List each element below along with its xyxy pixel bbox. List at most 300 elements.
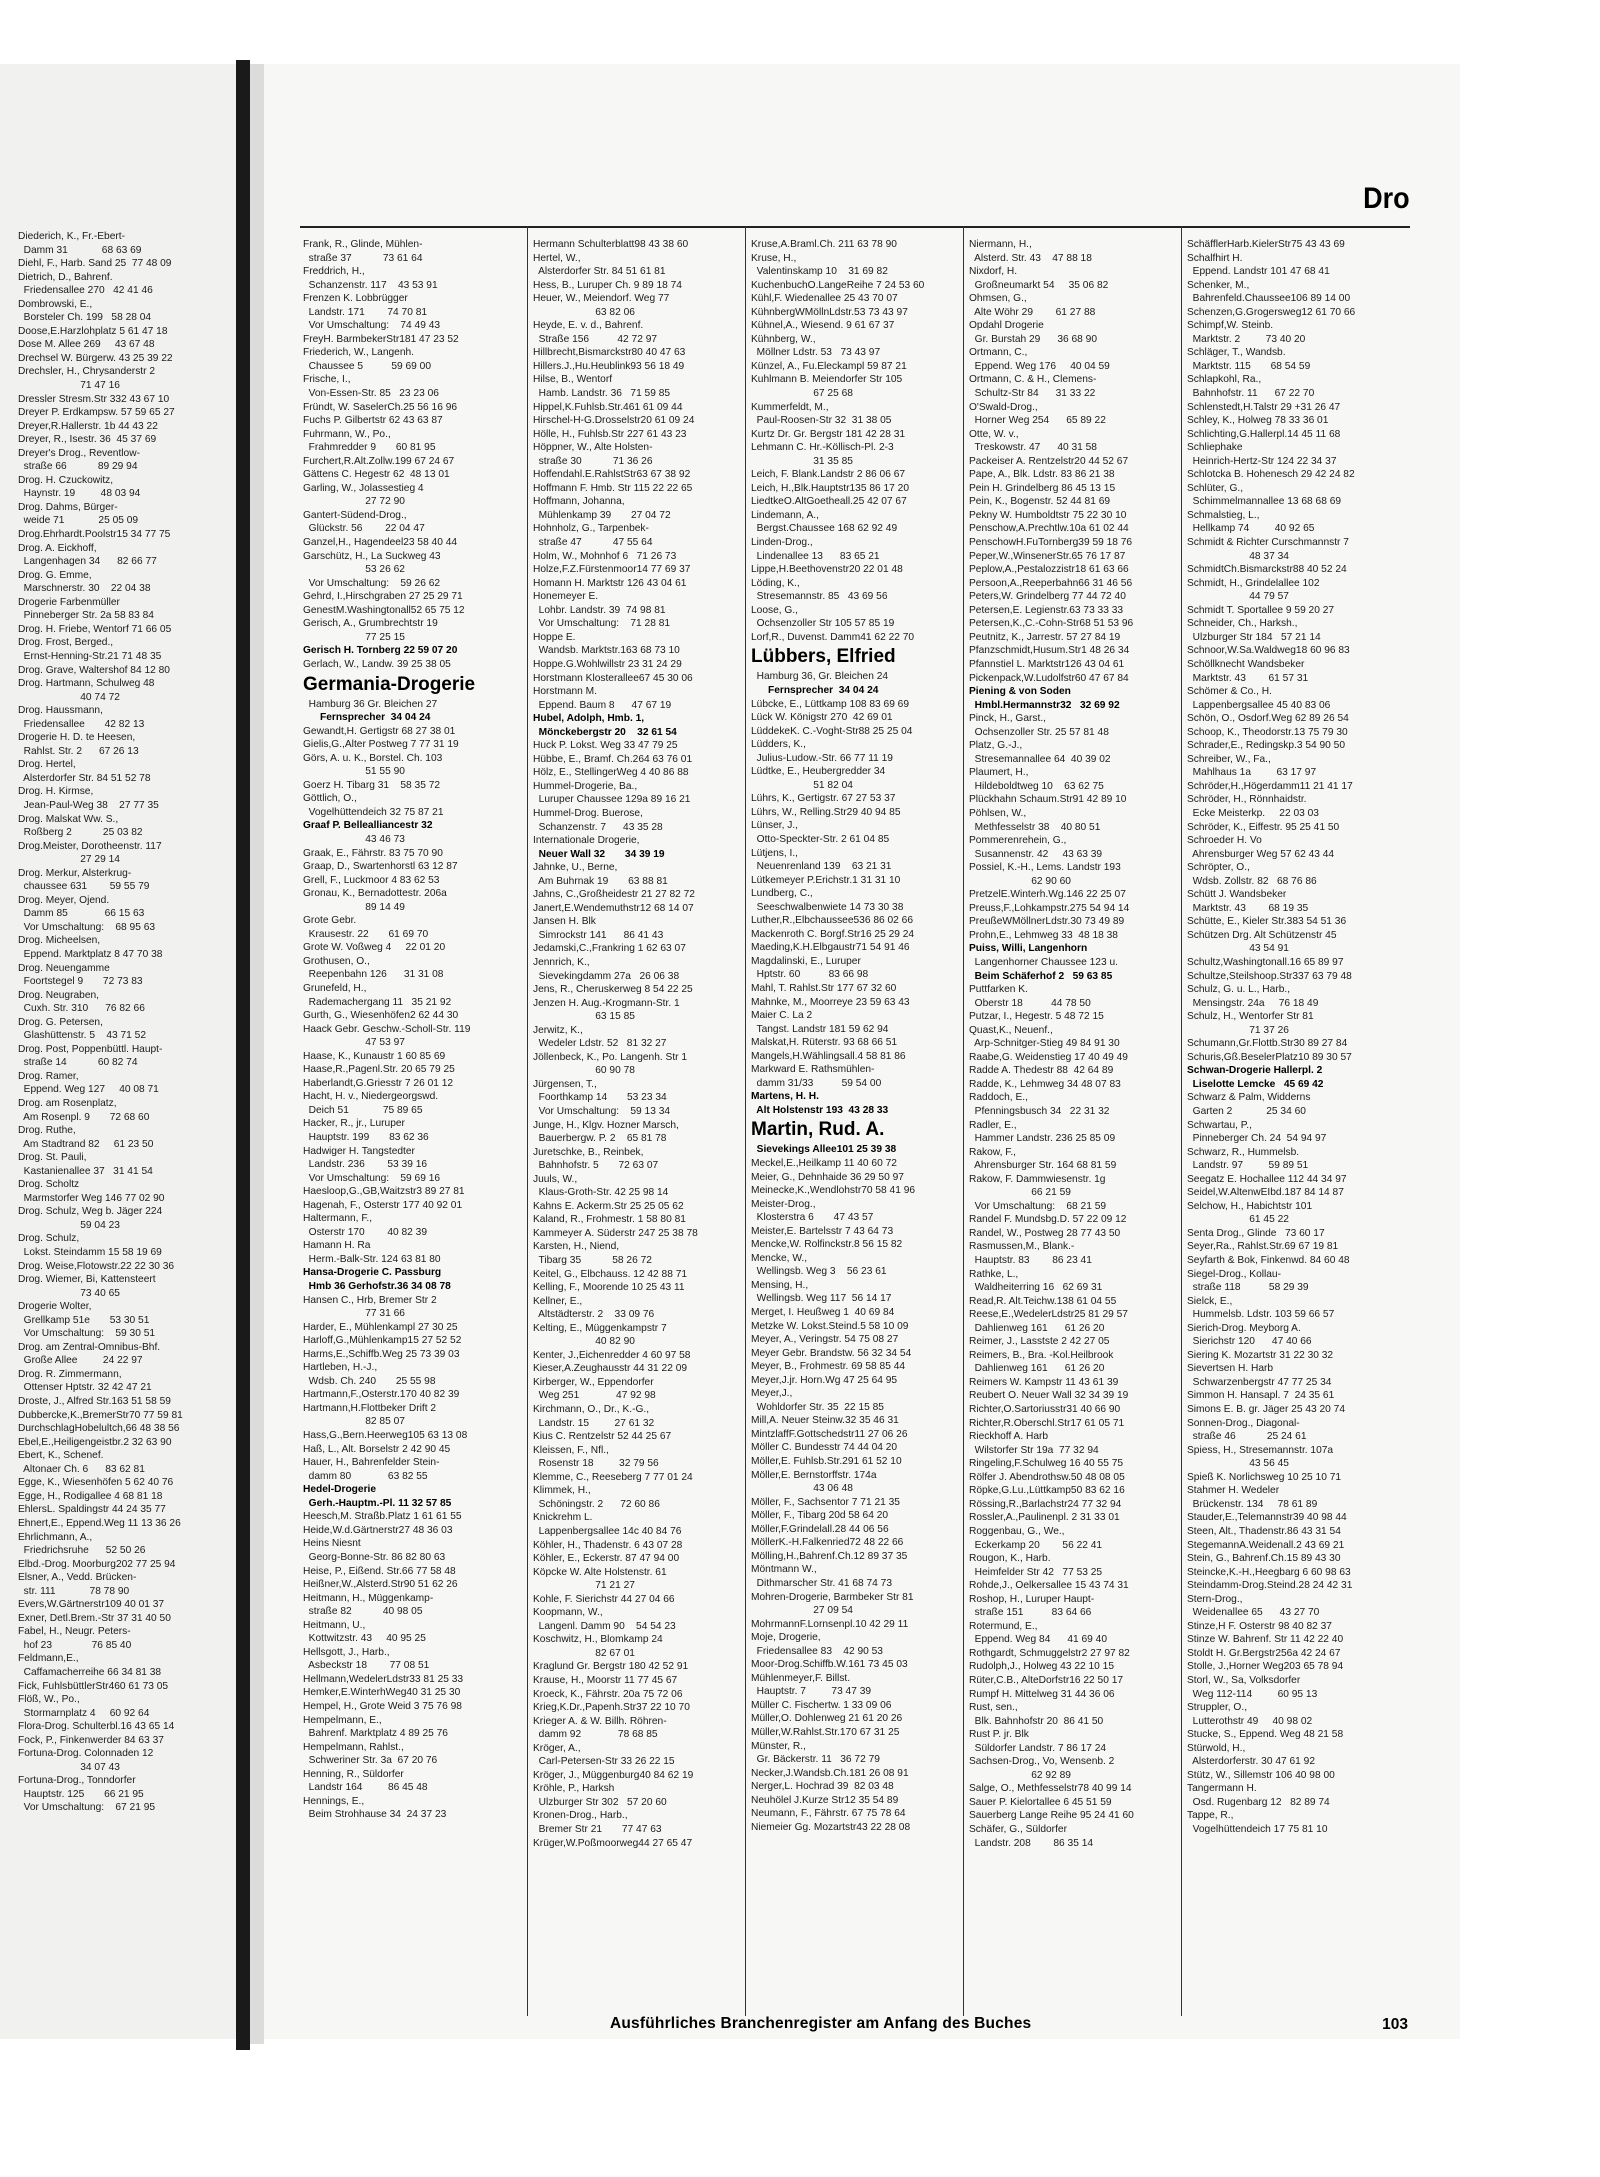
directory-entry: Meyer Gebr. Brandstw. 56 32 34 54 [751, 1347, 912, 1359]
directory-entry: Hildeboldtweg 10 63 62 75 [969, 780, 1104, 792]
directory-entry: Köhler, H., Thadenstr. 6 43 07 28 [533, 1539, 683, 1551]
directory-entry: Hedel-Drogerie [303, 1484, 377, 1496]
directory-entry: Sauer P. Kielortallee 6 45 51 59 [969, 1796, 1112, 1808]
directory-entry: Röpke,G.Lu.,Lüttkamp50 83 62 16 [969, 1485, 1125, 1497]
directory-entry: Ochsenzoller Str. 25 57 81 48 [969, 726, 1109, 738]
directory-entry: Ortmann, C., [969, 347, 1028, 359]
directory-entry: Grothusen, O., [303, 955, 370, 967]
directory-entry: Gewandt,H. Gertigstr 68 27 38 01 [303, 725, 456, 737]
directory-entry: Fuchs P. Gilbertstr 62 43 63 87 [303, 415, 443, 427]
directory-entry: Schmidt T. Sportallee 9 59 20 27 [1187, 604, 1335, 616]
directory-entry: Möller,F.Grindelall.28 44 06 56 [751, 1523, 889, 1535]
directory-entry: Schlapkohl, Ra., [1187, 374, 1262, 386]
directory-entry: Grote Gebr. [303, 915, 357, 927]
directory-entry: damm 31/33 59 54 00 [751, 1077, 882, 1089]
directory-entry: Mill,A. Neuer Steinw.32 35 46 31 [751, 1415, 899, 1427]
directory-entry: Seegatz E. Hochallee 112 44 34 97 [1187, 1173, 1347, 1185]
directory-entry: Radler, E., [969, 1119, 1017, 1131]
directory-entry: Hauptstr. 199 83 62 36 [303, 1132, 429, 1143]
directory-entry: Meyer,J.jr. Horn.Wg 47 25 64 95 [751, 1374, 898, 1386]
directory-entry: Höppner, W., Alte Holsten- [533, 442, 653, 454]
directory-entry: Diederich, K., Fr.-Ebert- [18, 231, 125, 242]
directory-entry: Lück W. Königstr 270 42 69 01 [751, 712, 893, 724]
directory-entry: Kurtz Dr. Gr. Bergstr 181 42 28 31 [751, 428, 906, 440]
header-rule [300, 226, 1410, 228]
directory-entry: Hacker, R., jr., Luruper [303, 1118, 405, 1130]
directory-entry: Schwan-Drogerie Hallerpl. 2 [1187, 1065, 1323, 1077]
directory-entry: Steincke,K.-H.,Heegbarg 6 60 98 63 [1187, 1566, 1351, 1578]
directory-entry: Drog. Ramer, [18, 1070, 79, 1082]
directory-entry: Herm.-Balk-Str. 124 63 81 80 [303, 1253, 441, 1265]
directory-entry: Stresemannstr. 85 43 69 56 [751, 591, 888, 603]
directory-entry: Rohde,J., Oelkersallee 15 43 74 31 [969, 1580, 1129, 1592]
directory-entry: Caffamacherreihe 66 34 81 38 [18, 1666, 162, 1678]
directory-entry: Drog. H. Friebe, Wentorf 71 66 05 [18, 623, 172, 635]
directory-entry: Hippel,K.Fuhlsb.Str.461 61 09 44 [533, 401, 683, 413]
directory-entry: Kühl,F. Wiedenallee 25 43 70 07 [751, 293, 898, 305]
directory-entry: Gerlach, W., Landw. 39 25 38 05 [303, 658, 451, 670]
directory-entry: damm 92 78 68 85 [533, 1729, 658, 1741]
directory-entry: Martens, H. H. [751, 1091, 819, 1103]
directory-entry: Münster, R., [751, 1740, 806, 1752]
directory-entry: Gronau, K., Bernadottestr. 206a [303, 888, 447, 900]
directory-entry: Haltermann, F., [303, 1213, 373, 1225]
directory-entry: Hempelmann, Rahlst., [303, 1741, 404, 1753]
directory-entry: 43 06 48 [751, 1483, 853, 1495]
directory-entry: Kroeck, K., Fährstr. 20a 75 72 06 [533, 1688, 683, 1700]
directory-entry: Damm 31 68 63 69 [18, 244, 142, 256]
directory-entry: Lundberg, C., [751, 888, 813, 900]
directory-entry: Kohle, F. Sierichstr 44 27 04 66 [533, 1593, 675, 1605]
directory-entry: Haase,R.,Pagenl.Str. 20 65 79 25 [303, 1064, 455, 1076]
directory-entry: Reimers, B., Bra. -Kol.Heilbrook [969, 1349, 1114, 1361]
directory-entry: Seyer,Ra., Rahlst.Str.69 67 19 81 [1187, 1241, 1339, 1253]
directory-entry: Furchert,R.Alt.Zollw.199 67 24 67 [303, 455, 455, 467]
directory-entry: Kummerfeldt, M., [751, 401, 829, 413]
directory-entry: Altonaer Ch. 6 83 62 81 [18, 1463, 145, 1475]
directory-entry: Mangels,H.Wählingsall.4 58 81 86 [751, 1050, 906, 1062]
directory-entry: Stucke, S., Eppend. Weg 48 21 58 [1187, 1729, 1344, 1741]
directory-entry: Friedensallee 42 82 13 [18, 718, 145, 730]
directory-entry: Klemme, C., Reeseberg 7 77 01 24 [533, 1471, 693, 1483]
directory-entry: Hauptstr. 83 86 23 41 [969, 1255, 1092, 1267]
directory-entry: Kröger, J., Müggenburg40 84 62 19 [533, 1769, 694, 1781]
directory-entry: 63 15 85 [533, 1011, 635, 1023]
directory-entry: Schimpf,W. Steinb. [1187, 320, 1274, 332]
directory-entry: Drog. Micheelsen, [18, 935, 101, 947]
directory-entry: Schneider, Ch., Harksh., [1187, 618, 1298, 630]
directory-entry: Mölling,H.,Bahrenf.Ch.12 89 37 35 [751, 1550, 908, 1562]
directory-entry: Fuhrmann, W., Po., [303, 428, 391, 440]
directory-entry: Schöllknecht Wandsbeker [1187, 658, 1305, 670]
directory-entry: Dreyer, R., Isestr. 36 45 37 69 [18, 434, 157, 446]
directory-entry: Ringeling,F.Schulweg 16 40 55 75 [969, 1458, 1124, 1470]
directory-entry: Mahnke, M., Moorreye 23 59 63 43 [751, 996, 910, 1008]
directory-entry: 82 67 01 [533, 1647, 635, 1659]
directory-entry: Osd. Rugenbarg 12 82 89 74 [1187, 1796, 1330, 1808]
directory-entry: Drogerie Wolter, [18, 1301, 92, 1313]
directory-entry: Drogerie Farbenmüller [18, 596, 120, 608]
directory-entry: Lührs, W., Relling.Str29 40 94 85 [751, 806, 901, 818]
directory-entry: Möller,E. Fuhlsb.Str.291 61 52 10 [751, 1456, 902, 1468]
directory-entry: SchmidtCh.Bismarckstr88 40 52 24 [1187, 564, 1347, 576]
directory-entry: Holm, W., Mohnhof 6 71 26 73 [533, 550, 677, 562]
directory-entry: Senta Drog., Glinde 73 60 17 [1187, 1227, 1325, 1239]
directory-entry: 43 56 45 [1187, 1458, 1289, 1470]
directory-entry: Pekny W. Humboldtstr 75 22 30 10 [969, 509, 1127, 521]
directory-entry: Göttlich, O., [303, 793, 357, 805]
directory-entry: Selchow, H., Habichtstr 101 [1187, 1200, 1313, 1212]
directory-entry: Hagenah, F., Osterstr 177 40 92 01 [303, 1199, 463, 1211]
directory-entry: Kuhlmann B. Meiendorfer Str 105 [751, 374, 903, 386]
directory-entry: Drog. Hertel, [18, 759, 76, 771]
directory-entry: Schweriner Str. 3a 67 20 76 [303, 1755, 438, 1767]
directory-entry: Tangermann H. [1187, 1783, 1257, 1795]
directory-entry: Klimmek, H., [533, 1485, 591, 1497]
directory-entry: Marktstr. 43 61 57 31 [1187, 672, 1309, 684]
directory-entry: Kelling, F., Moorende 10 25 43 11 [533, 1282, 685, 1294]
directory-entry: Schultze,Steilshoop.Str337 63 79 48 [1187, 970, 1352, 982]
directory-entry: Ernst-Henning-Str.21 71 48 35 [18, 650, 162, 662]
directory-entry: Persoon,A.,Reeperbahn66 31 46 56 [969, 577, 1133, 589]
directory-entry: 61 45 22 [1187, 1214, 1289, 1226]
directory-entry: Sievekingdamm 27a 26 06 38 [533, 970, 680, 982]
directory-entry: Schwarz & Palm, Widderns [1187, 1092, 1311, 1104]
directory-entry: Kruse, H., [751, 252, 797, 264]
directory-entry: Drog. Neugraben, [18, 989, 99, 1001]
directory-entry: Schütt J. Wandsbeker [1187, 889, 1287, 901]
directory-entry: PretzelE.Winterh.Wg.146 22 25 07 [969, 889, 1126, 901]
directory-entry: Petersen,K.,C.-Cohn-Str68 51 53 96 [969, 618, 1134, 630]
directory-entry: Otte, W. v., [969, 428, 1019, 440]
directory-entry: Großneumarkt 54 35 06 82 [969, 279, 1109, 291]
directory-entry: Drog. Neuengamme [18, 962, 110, 974]
directory-entry: Schützen Drg. Alt Schützenstr 45 [1187, 929, 1337, 941]
directory-entry: KühnbergWMöllnLdstr.53 73 43 97 [751, 306, 908, 318]
directory-entry: Weg 251 47 92 98 [533, 1390, 656, 1402]
directory-entry: 67 25 68 [751, 388, 853, 400]
directory-entry: Prohn,E., Lehmweg 33 48 18 38 [969, 929, 1118, 941]
directory-entry: Evers,W.Gärtnerstr109 40 01 37 [18, 1599, 165, 1611]
directory-entry: Plückhahn Schaum.Str91 42 89 10 [969, 794, 1127, 806]
directory-entry: Sachsen-Drog., Vo, Wensenb. 2 [969, 1756, 1115, 1768]
directory-entry: Stern-Drog., [1187, 1593, 1243, 1605]
directory-entry: Stütz, W., Sillemstr 106 40 98 00 [1187, 1769, 1335, 1781]
directory-entry: Fock, P., Finkenwerder 84 63 37 [18, 1734, 164, 1746]
directory-entry: Schley, K., Holweg 78 33 36 01 [1187, 415, 1329, 427]
directory-entry: Spiess, H., Stresemannstr. 107a [1187, 1444, 1334, 1456]
directory-entry: Possiel, K.-H., Lems. Landstr 193 [969, 862, 1121, 874]
directory-entry: Schläger, T., Wandsb. [1187, 347, 1286, 359]
directory-entry: Peper,W.,WinsenerStr.65 76 17 87 [969, 550, 1126, 562]
directory-entry: Platz, G.-J., [969, 740, 1023, 752]
directory-entry: Leich, H.,Blk.Hauptstr135 86 17 20 [751, 482, 910, 494]
directory-entry: Lindemann, A., [751, 509, 819, 521]
directory-entry: Drog. Hartmann, Schulweg 48 [18, 678, 155, 690]
directory-entry: Große Allee 24 22 97 [18, 1355, 143, 1367]
directory-column-4 [969, 238, 1177, 1850]
directory-entry: Hellkamp 74 40 92 65 [1187, 523, 1315, 535]
directory-entry: Weg 112-114 60 95 13 [1187, 1688, 1318, 1700]
directory-entry: Kühnel,A., Wiesend. 9 61 67 37 [751, 320, 895, 332]
directory-entry: Klosterstra 6 47 43 57 [751, 1212, 874, 1224]
directory-entry: Mensingstr. 24a 76 18 49 [1187, 997, 1319, 1009]
directory-entry: Treskowstr. 47 40 31 58 [969, 442, 1097, 454]
directory-entry: Hohnholz, G., Tarpenbek- [533, 523, 649, 535]
directory-entry: 27 29 14 [18, 854, 120, 866]
directory-entry: Ehnert,E., Eppend.Weg 11 13 36 26 [18, 1517, 181, 1529]
directory-entry: 40 82 90 [533, 1336, 635, 1348]
directory-entry: Loose, G., [751, 604, 799, 616]
directory-entry: Hubel, Adolph, Hmb. 1, [533, 713, 645, 725]
directory-entry: Moje, Drogerie, [751, 1632, 821, 1644]
directory-entry: Beim Schäferhof 2 59 63 85 [969, 970, 1113, 982]
directory-entry: Kirberger, W., Eppendorfer [533, 1376, 654, 1388]
directory-entry: Grunefeld, H., [303, 982, 367, 994]
directory-entry: Eppend. Weg 127 40 08 71 [18, 1084, 159, 1096]
directory-entry: Müller C. Fischertw. 1 33 09 06 [751, 1699, 892, 1711]
directory-entry: Landstr. 15 27 61 32 [533, 1417, 655, 1429]
directory-entry: Schanzenstr. 7 43 35 28 [533, 821, 663, 833]
directory-entry: Mohren-Drogerie, Barmbeker Str 81 [751, 1591, 914, 1603]
directory-entry: Alt Holstenstr 193 43 28 33 [751, 1104, 889, 1116]
directory-entry: Meyer,J., [751, 1388, 793, 1400]
directory-entry: straße 14 60 82 74 [18, 1057, 138, 1069]
directory-entry: Heinrich-Hertz-Str 124 22 34 37 [1187, 455, 1337, 467]
directory-entry: 51 55 90 [303, 766, 405, 778]
directory-entry: Knickrehm L. [533, 1512, 593, 1524]
directory-entry: Schröder, K., Eiffestr. 95 25 41 50 [1187, 821, 1340, 833]
directory-entry: Lohbr. Landstr. 39 74 98 81 [533, 604, 666, 616]
directory-entry: Maier C. La 2 [751, 1010, 813, 1022]
directory-entry: Ulzburger Str 302 57 20 60 [533, 1796, 667, 1808]
directory-entry: Lippe,H.Beethovenstr20 22 01 48 [751, 564, 903, 576]
directory-entry: Möller,E. Bernstorffstr. 174a [751, 1469, 877, 1481]
directory-entry: Vor Umschaltung: 59 26 62 [303, 577, 441, 589]
directory-entry: Pöhlsen, W., [969, 807, 1027, 819]
directory-entry: Vor Umschaltung: 59 69 16 [303, 1172, 441, 1184]
directory-entry: Schenker, M., [1187, 279, 1250, 291]
directory-entry: Kröhle, P., Harksh [533, 1783, 615, 1795]
directory-entry: Hemker,E.WinterhWeg40 31 25 30 [303, 1687, 461, 1699]
directory-entry: Lüdders, K., [751, 739, 806, 751]
directory-entry: Lorf,R., Duvenst. Damm41 62 22 70 [751, 631, 915, 643]
directory-entry: Hauer, H., Bahrenfelder Stein- [303, 1457, 440, 1469]
directory-entry: Chaussee 5 59 69 00 [303, 360, 431, 372]
directory-entry: Rakow, F., [969, 1146, 1016, 1158]
directory-entry: 43 46 73 [303, 833, 405, 845]
directory-entry: Schön, O., Osdorf.Weg 62 89 26 54 [1187, 713, 1349, 725]
directory-entry: Jansen H. Blk [533, 916, 596, 928]
directory-entry: 71 47 16 [18, 380, 120, 392]
directory-entry: Rössing,R.,Barlachstr24 77 32 94 [969, 1498, 1122, 1510]
directory-entry: Flora-Drog. Schulterbl.16 43 65 14 [18, 1721, 175, 1733]
directory-entry: Egge, H., Rodigallee 4 68 81 18 [18, 1490, 163, 1502]
directory-entry: Puiss, Willi, Langenhorn [969, 943, 1088, 955]
directory-entry: Reese,E.,WedelerLdstr25 81 29 57 [969, 1309, 1128, 1321]
directory-entry: Juuls, W., [533, 1173, 578, 1185]
directory-entry: Graak, E., Fährstr. 83 75 70 90 [303, 847, 443, 859]
directory-entry: Rieckhoff A. Harb [969, 1431, 1049, 1443]
directory-entry: Kius C. Rentzelstr 52 44 25 67 [533, 1431, 672, 1443]
directory-entry: straße 118 58 29 39 [1187, 1282, 1309, 1294]
directory-entry: Hoppe E. [533, 631, 576, 643]
directory-entry: Haase, K., Kunaustr 1 60 85 69 [303, 1050, 446, 1062]
directory-entry: Opdahl Drogerie [969, 320, 1044, 332]
directory-entry: Randel, W., Postweg 28 77 43 50 [969, 1227, 1121, 1239]
directory-entry: Mensing, H., [751, 1279, 809, 1291]
directory-entry: Hoffendahl.E.RahlstStr63 67 38 92 [533, 469, 691, 481]
directory-entry: Tangst. Landstr 181 59 62 94 [751, 1023, 889, 1035]
directory-entry: Linden-Drog., [751, 537, 813, 549]
directory-entry: Niemeier Gg. Mozartstr43 22 28 08 [751, 1821, 911, 1833]
directory-entry: Julius-Ludow.-Str. 66 77 11 19 [751, 752, 893, 764]
directory-entry: Grote W. Voßweg 4 22 01 20 [303, 942, 446, 954]
directory-entry: Hamburg 36 Gr. Bleichen 27 [303, 698, 438, 710]
directory-entry: Fortuna-Drog., Tonndorfer [18, 1775, 136, 1787]
directory-entry: Drog. H. Czuckowitz, [18, 474, 114, 486]
directory-entry: Raabe,G. Weidenstieg 17 40 49 49 [969, 1051, 1128, 1063]
directory-entry: Wellingsb. Weg 3 56 23 61 [751, 1266, 887, 1278]
directory-entry: Georg-Bonne-Str. 86 82 80 63 [303, 1551, 446, 1563]
directory-entry: Flöß, W., Po., [18, 1694, 80, 1706]
directory-entry: Drog. Haussmann, [18, 705, 103, 717]
directory-entry: Jerwitz, K., [533, 1024, 583, 1036]
directory-entry: Drog. am Rosenplatz, [18, 1098, 117, 1109]
directory-column-3 [751, 238, 959, 1834]
directory-entry: Haynstr. 19 48 03 94 [18, 488, 141, 500]
directory-entry: Dombrowski, E., [18, 298, 93, 310]
directory-entry: 77 25 15 [303, 631, 405, 643]
directory-entry: 48 37 34 [1187, 550, 1289, 562]
directory-entry: straße 47 47 55 64 [533, 537, 653, 549]
directory-entry: Sauerberg Lange Reihe 95 24 41 60 [969, 1810, 1134, 1822]
directory-entry: Schrader,E., Redingskp.3 54 90 50 [1187, 740, 1346, 752]
directory-entry: Mahl, T. Rahlst.Str 177 67 32 60 [751, 982, 897, 994]
directory-entry: Schwartau, P., [1187, 1119, 1252, 1131]
directory-entry: Rathke, L., [969, 1268, 1019, 1280]
directory-entry: Stinze,H F. Osterstr 98 40 82 37 [1187, 1620, 1332, 1632]
directory-entry: Drog. G. Emme, [18, 569, 92, 581]
directory-entry: Horner Weg 254 65 89 22 [969, 415, 1106, 427]
directory-entry: Alsterdorfer Str. 84 51 52 78 [18, 772, 151, 784]
directory-entry: Müller,O. Dohlenweg 21 61 20 26 [751, 1713, 903, 1725]
directory-entry: Graap, D., Swartenhorstl 63 12 87 [303, 861, 458, 873]
directory-entry: Pein, K., Bogenstr. 52 44 81 69 [969, 496, 1111, 508]
directory-entry: Schmalstieg, L., [1187, 509, 1260, 521]
directory-heading: Lübbers, Elfried [751, 646, 896, 668]
directory-entry: 51 82 04 [751, 779, 853, 791]
directory-entry: Lührs, K., Gertigstr. 67 27 53 37 [751, 793, 896, 805]
directory-entry: Schanzenstr. 117 43 53 91 [303, 279, 438, 291]
directory-entry: Nerger,L. Hochrad 39 82 03 48 [751, 1781, 894, 1793]
directory-entry: Mahlhaus 1a 63 17 97 [1187, 767, 1317, 779]
directory-entry: Pommerenrehein, G., [969, 835, 1067, 847]
directory-entry: Waldheiterring 16 62 69 31 [969, 1282, 1103, 1294]
directory-entry: Gehrd, I.,Hirschgraben 27 25 29 71 [303, 591, 463, 603]
directory-entry: 82 85 07 [303, 1416, 405, 1428]
directory-entry: Nixdorf, H. [969, 266, 1018, 278]
directory-entry: Möller C. Bundesstr 74 44 04 20 [751, 1442, 898, 1454]
directory-entry: Heins Niesnt [303, 1538, 361, 1550]
directory-entry: Markward E. Rathsmühlen- [751, 1064, 875, 1076]
directory-entry: Pfenningsbusch 34 22 31 32 [969, 1106, 1110, 1117]
directory-entry: Schultz,Washingtonall.16 65 89 97 [1187, 956, 1344, 968]
directory-entry: Alsterdorferstr. 30 47 61 92 [1187, 1756, 1315, 1768]
directory-entry: Ebel,E.,Heiligengeistbr.2 32 63 90 [18, 1436, 172, 1448]
directory-entry: Preuss,F.,Lohkampstr.275 54 94 14 [969, 902, 1130, 914]
directory-entry: Fernsprecher 34 04 24 [303, 712, 431, 724]
directory-entry: Kastanienallee 37 31 41 54 [18, 1165, 153, 1177]
directory-entry: Landstr. 97 59 89 51 [1187, 1160, 1309, 1172]
directory-entry: Drog.Meister, Dorotheenstr. 117 [18, 840, 162, 852]
directory-entry: Hillers.J.,Hu.Heublink93 56 18 49 [533, 360, 685, 372]
directory-entry: Schumann,Gr.Flottb.Str30 89 27 84 [1187, 1038, 1348, 1050]
column-rule [745, 226, 746, 2016]
directory-entry: Junge, H., Klgv. Hozner Marsch, [533, 1119, 679, 1131]
directory-entry: Hartleben, H.-J., [303, 1362, 378, 1374]
directory-entry: Marktstr. 115 68 54 59 [1187, 360, 1311, 372]
directory-entry: Jürgensen, T., [533, 1078, 597, 1090]
directory-entry: str. 111 78 78 90 [18, 1585, 130, 1597]
directory-entry: Hess, B., Luruper Ch. 9 89 18 74 [533, 279, 682, 291]
directory-entry: Schröder, H., Rönnhaidstr. [1187, 794, 1307, 806]
directory-entry: Vor Umschaltung: 68 21 59 [969, 1200, 1107, 1212]
directory-entry: Rothgardt, Schmuggelstr2 27 97 82 [969, 1647, 1130, 1659]
directory-entry: Tibarg 35 58 26 72 [533, 1255, 652, 1267]
directory-entry: Süldorfer Landstr. 7 86 17 24 [969, 1742, 1107, 1754]
directory-entry: Holze,F.Z.Fürstenmoor14 77 69 37 [533, 564, 691, 576]
directory-entry: Wedeler Ldstr. 52 81 32 27 [533, 1038, 667, 1050]
directory-entry: Ahrensburger Weg 57 62 43 44 [1187, 848, 1335, 860]
directory-entry: Seyfarth & Bok, Finkenwd. 84 60 48 [1187, 1255, 1350, 1267]
directory-entry: Gr. Bäckerstr. 11 36 72 79 [751, 1754, 880, 1766]
directory-entry: Eppend. Baum 8 47 67 19 [533, 699, 672, 711]
directory-entry: Internationale Drogerie, [533, 835, 640, 847]
directory-entry: Krieger A. & W. Billh. Röhren- [533, 1715, 667, 1727]
directory-entry: Hummelsb. Ldstr. 103 59 66 57 [1187, 1309, 1335, 1321]
directory-entry: Bergst.Chaussee 168 62 92 49 [751, 523, 898, 535]
directory-entry: Hertel, W., [533, 252, 581, 264]
directory-entry: Wohldorfer Str. 35 22 15 85 [751, 1401, 884, 1413]
directory-entry: FreyH. BarmbekerStr181 47 23 52 [303, 333, 459, 345]
left-page-fragment [0, 64, 236, 2039]
directory-entry: Merget, I. Heußweg 1 40 69 84 [751, 1307, 895, 1319]
directory-entry: Dose M. Allee 269 43 67 48 [18, 339, 155, 351]
directory-entry: Frank, R., Glinde, Mühlen- [303, 239, 423, 250]
directory-entry: Weidenallee 65 43 27 70 [1187, 1607, 1320, 1619]
directory-entry: Meyer, B., Frohmestr. 69 58 85 44 [751, 1361, 906, 1373]
directory-entry: Bahnhofstr. 11 67 22 70 [1187, 388, 1315, 400]
directory-entry: Hellmann,WedelerLdstr33 81 25 33 [303, 1673, 464, 1685]
directory-entry: Seidel,W.AltenwEIbd.187 84 14 87 [1187, 1187, 1344, 1199]
directory-entry: EhlersL. Spaldingstr 44 24 35 77 [18, 1504, 166, 1516]
directory-entry: Lübcke, E., Lüttkamp 108 83 69 69 [751, 698, 910, 710]
directory-entry: Kaland, R., Frohmestr. 1 58 80 81 [533, 1214, 686, 1226]
directory-entry: Dahlienweg 161 61 26 20 [969, 1322, 1105, 1334]
directory-entry: Spieß K. Norlichsweg 10 25 10 71 [1187, 1471, 1342, 1483]
directory-entry: Jedamski,C.,Frankring 1 62 63 07 [533, 943, 686, 955]
book-spine [236, 60, 250, 2050]
directory-entry: Reubert O. Neuer Wall 32 34 39 19 [969, 1390, 1129, 1402]
directory-entry: Randel F. Mundsbg.D. 57 22 09 12 [969, 1214, 1127, 1226]
directory-entry: Hoppe.G.Wohlwillstr 23 31 24 29 [533, 658, 682, 670]
directory-entry: Moor-Drog.Schiffb.W.161 73 45 03 [751, 1659, 908, 1671]
directory-entry: Lappenbergsallee 14c 40 84 76 [533, 1525, 682, 1537]
directory-entry: Kleissen, F., Nfl., [533, 1444, 609, 1456]
directory-entry: Kahns E. Ackerm.Str 25 25 05 62 [533, 1200, 684, 1212]
directory-entry: Packeiser A. Rentzelstr20 44 52 67 [969, 455, 1129, 467]
